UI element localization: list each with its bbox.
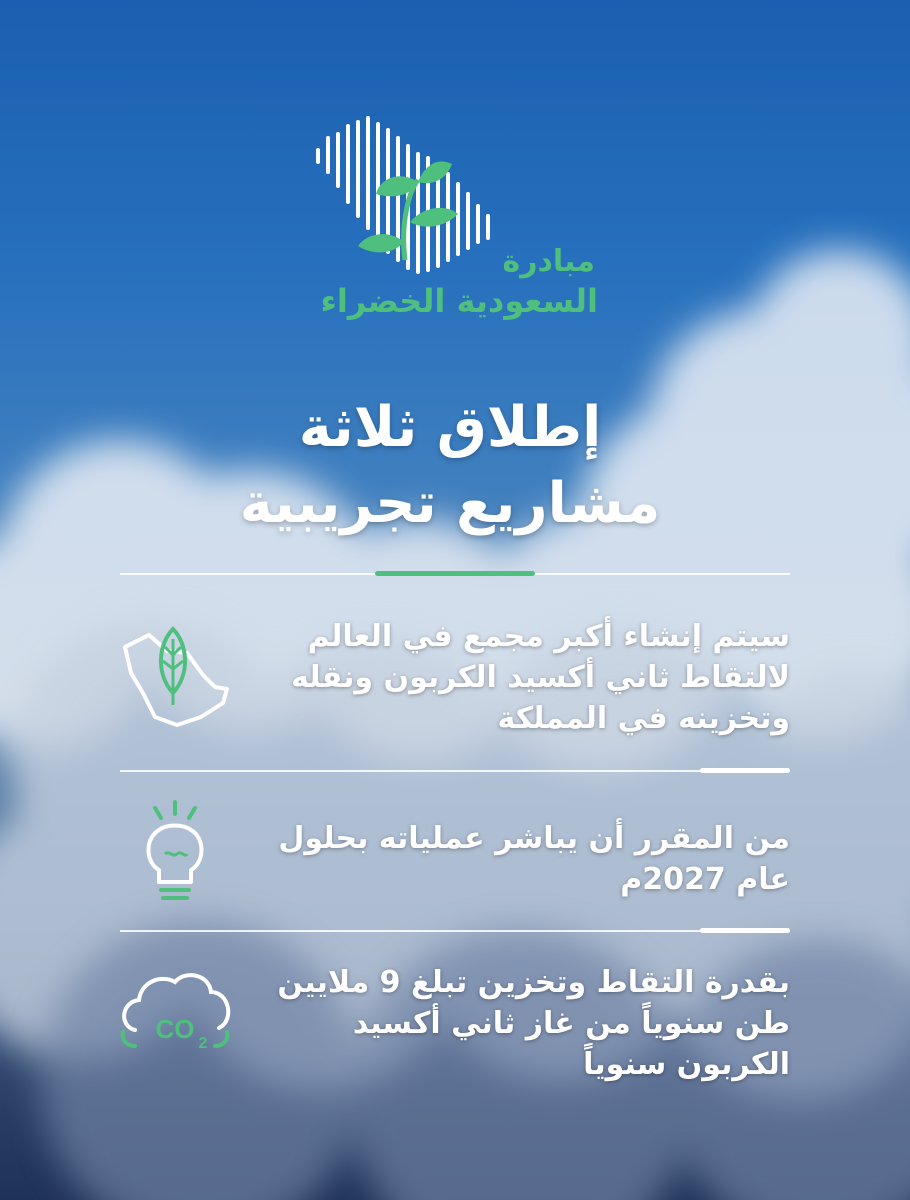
item-2-text: من المقرر أن يباشر عملياته بحلول عام 2027م <box>278 821 790 897</box>
logo-text-line-1: مبادرة <box>502 244 595 279</box>
saudi-map-leaf-icon <box>115 625 240 735</box>
divider-2 <box>120 930 790 932</box>
headline-line-1: إطلاق ثلاثة <box>298 395 602 460</box>
svg-text:CO: CO <box>155 1014 195 1044</box>
item-3-text: بقدرة التقاط وتخزين تبلغ 9 ملايين طن سنوياً من غاز ثاني أكسيد الكربون سنوياً <box>277 965 790 1082</box>
divider-1-accent <box>700 768 790 773</box>
item-1-text: سيتم إنشاء أكبر مجمع في العالم لالتقاط ثاني أكسيد الكربون ونقله وتخزينه في المملكة <box>291 619 790 736</box>
headline-line-2: مشاريع تجريبية <box>239 471 661 536</box>
light-bulb-icon <box>115 798 240 908</box>
divider-2-accent <box>700 928 790 933</box>
logo-text-line-2: السعودية الخضراء <box>320 282 598 320</box>
svg-text:2: 2 <box>198 1035 208 1052</box>
top-divider-accent <box>375 571 535 576</box>
divider-1 <box>120 770 790 772</box>
co2-cloud-icon <box>115 960 240 1070</box>
